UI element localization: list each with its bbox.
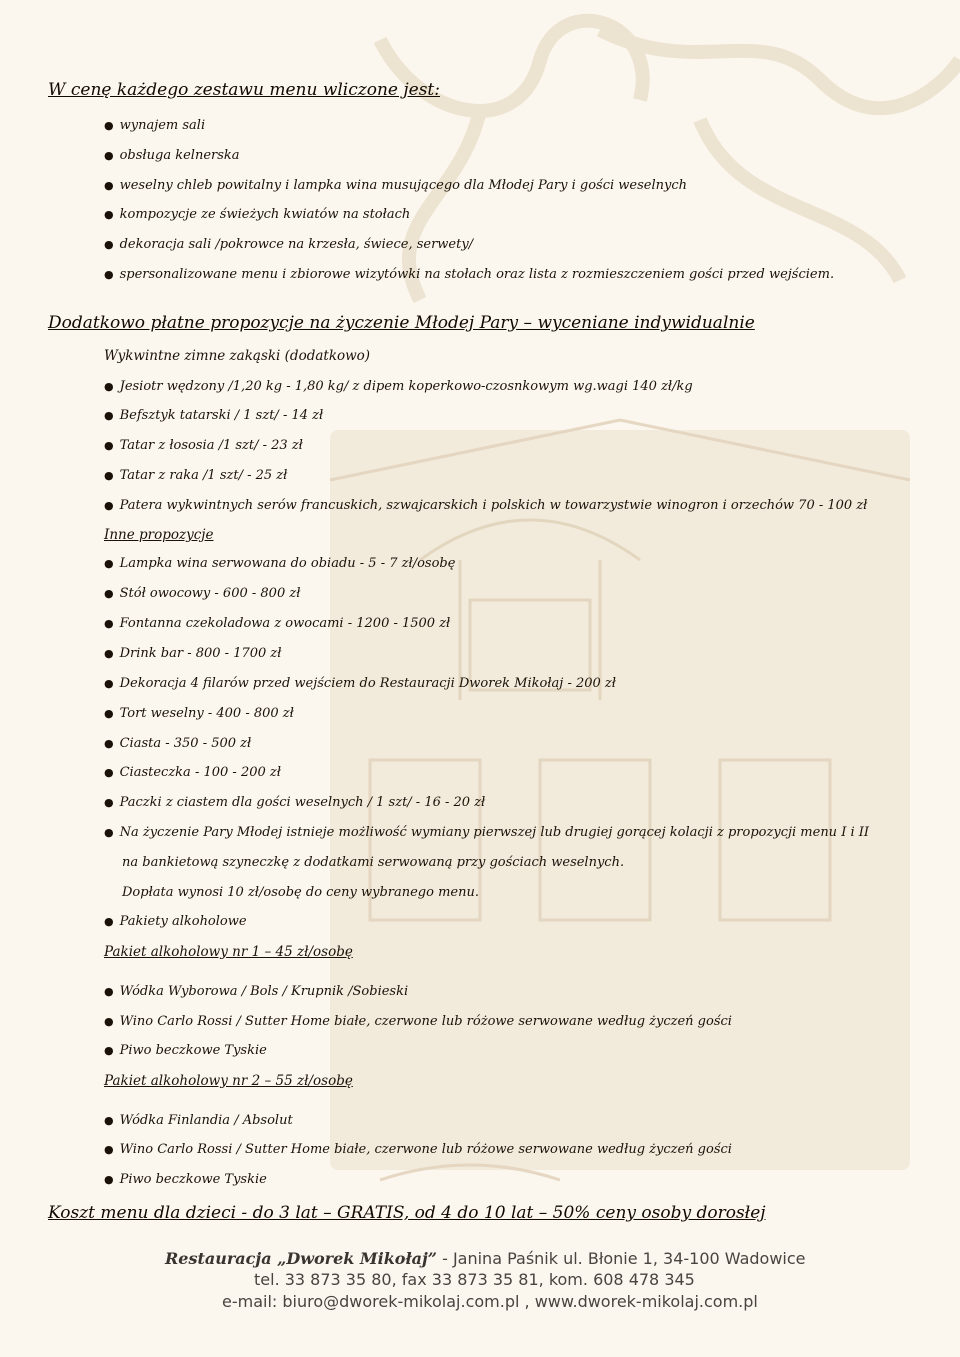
footer-phones: tel. 33 873 35 80, fax 33 873 35 81, kom. 608 478 345 <box>254 1270 695 1289</box>
included-heading: W cenę każdego zestawu menu wliczone jest: <box>48 80 440 100</box>
exchange-note-surcharge: Dopłata wynosi 10 zł/osobę do ceny wybranego menu. <box>122 885 479 900</box>
list-item: ● Na życzenie Pary Młodej istnieje możliwość wymiany pierwszej lub drugiej gorącej kolacji z propozycji menu I i II <box>104 825 870 840</box>
list-item: ● Jesiotr wędzony /1,20 kg - 1,80 kg/ z dipem koperkowo-czosnkowym wg.wagi 140 zł/kg <box>104 379 693 394</box>
bullet-icon: ● <box>104 737 114 750</box>
bullet-icon: ● <box>104 707 114 720</box>
bullet-icon: ● <box>104 149 114 162</box>
list-item: ● weselny chleb powitalny i lampka wina musującego dla Młodej Pary i gości weselnych <box>104 178 687 193</box>
package-2-title: Pakiet alkoholowy nr 2 – 55 zł/osobę <box>104 1073 353 1089</box>
exchange-note-line: na bankietową szyneczkę z dodatkami serwowaną przy gościach weselnych. <box>122 855 625 870</box>
bullet-icon: ● <box>104 469 114 482</box>
list-item: ● Lampka wina serwowana do obiadu - 5 - 7 zł/osobę <box>104 556 456 571</box>
bullet-icon: ● <box>104 439 114 452</box>
list-item: ● Tatar z raka /1 szt/ - 25 zł <box>104 468 288 483</box>
list-item: ● Ciasteczka - 100 - 200 zł <box>104 765 281 780</box>
list-item: ● Dekoracja 4 filarów przed wejściem do Restauracji Dworek Mikołaj - 200 zł <box>104 676 616 691</box>
footer-address: Restauracja „Dworek Mikołaj” - Janina Paśnik ul. Błonie 1, 34-100 Wadowice <box>165 1249 806 1268</box>
bullet-icon: ● <box>104 238 114 251</box>
list-item: ● obsługa kelnerska <box>104 148 240 163</box>
bullet-icon: ● <box>104 617 114 630</box>
bullet-icon: ● <box>104 208 114 221</box>
other-proposals-title: Inne propozycje <box>104 527 214 543</box>
list-item: ● kompozycje ze świeżych kwiatów na stołach <box>104 207 411 222</box>
extras-heading: Dodatkowo płatne propozycje na życzenie Młodej Pary – wyceniane indywidualnie <box>48 313 755 333</box>
list-item: ● Drink bar - 800 - 1700 zł <box>104 646 282 661</box>
bullet-icon: ● <box>104 557 114 570</box>
list-item: ● dekoracja sali /pokrowce na krzesła, świece, serwety/ <box>104 237 474 252</box>
list-item: ● wynajem sali <box>104 118 206 133</box>
list-item: ● Wino Carlo Rossi / Sutter Home białe, czerwone lub różowe serwowane według życzeń gości <box>104 1014 732 1029</box>
list-item: ● Patera wykwintnych serów francuskich, szwajcarskich i polskich w towarzystwie winogron i orzechów 70 - 100 zł <box>104 498 868 513</box>
list-item: ● Piwo beczkowe Tyskie <box>104 1172 267 1187</box>
footer-contact: e-mail: biuro@dworek-mikolaj.com.pl , www.dworek-mikolaj.com.pl <box>222 1292 758 1311</box>
list-item: ● Tatar z łososia /1 szt/ - 23 zł <box>104 438 303 453</box>
cold-appetizers-title: Wykwintne zimne zakąski (dodatkowo) <box>104 348 371 364</box>
bullet-icon: ● <box>104 380 114 393</box>
bullet-icon: ● <box>104 119 114 132</box>
list-item: ● Tort weselny - 400 - 800 zł <box>104 706 294 721</box>
bullet-icon: ● <box>104 985 114 998</box>
bullet-icon: ● <box>104 826 114 839</box>
bullet-icon: ● <box>104 499 114 512</box>
list-item: ● Paczki z ciastem dla gości weselnych / 1 szt/ - 16 - 20 zł <box>104 795 486 810</box>
restaurant-name: Restauracja „Dworek Mikołaj” <box>165 1249 437 1268</box>
bullet-icon: ● <box>104 1015 114 1028</box>
bullet-icon: ● <box>104 915 114 928</box>
list-item: ● Befsztyk tatarski / 1 szt/ - 14 zł <box>104 408 324 423</box>
list-item: ● Wódka Wyborowa / Bols / Krupnik /Sobieski <box>104 984 409 999</box>
list-item: ● Wino Carlo Rossi / Sutter Home białe, czerwone lub różowe serwowane według życzeń gości <box>104 1142 732 1157</box>
list-item: ● spersonalizowane menu i zbiorowe wizytówki na stołach oraz lista z rozmieszczeniem gości przed wejściem. <box>104 267 835 282</box>
list-item: ● Stół owocowy - 600 - 800 zł <box>104 586 301 601</box>
list-item: ● Fontanna czekoladowa z owocami - 1200 - 1500 zł <box>104 616 451 631</box>
bullet-icon: ● <box>104 179 114 192</box>
bullet-icon: ● <box>104 796 114 809</box>
bullet-icon: ● <box>104 409 114 422</box>
bullet-icon: ● <box>104 1143 114 1156</box>
bullet-icon: ● <box>104 268 114 281</box>
bullet-icon: ● <box>104 677 114 690</box>
package-1-title: Pakiet alkoholowy nr 1 – 45 zł/osobę <box>104 944 353 960</box>
bullet-icon: ● <box>104 647 114 660</box>
list-item: ● Ciasta - 350 - 500 zł <box>104 736 252 751</box>
list-item: ● Wódka Finlandia / Absolut <box>104 1113 293 1128</box>
bullet-icon: ● <box>104 1114 114 1127</box>
bullet-icon: ● <box>104 1044 114 1057</box>
children-price-note: Koszt menu dla dzieci - do 3 lat – GRATIS, od 4 do 10 lat – 50% ceny osoby dorosłej <box>48 1203 766 1223</box>
bullet-icon: ● <box>104 1173 114 1186</box>
bullet-icon: ● <box>104 766 114 779</box>
list-item: ● Pakiety alkoholowe <box>104 914 247 929</box>
bullet-icon: ● <box>104 587 114 600</box>
list-item: ● Piwo beczkowe Tyskie <box>104 1043 267 1058</box>
